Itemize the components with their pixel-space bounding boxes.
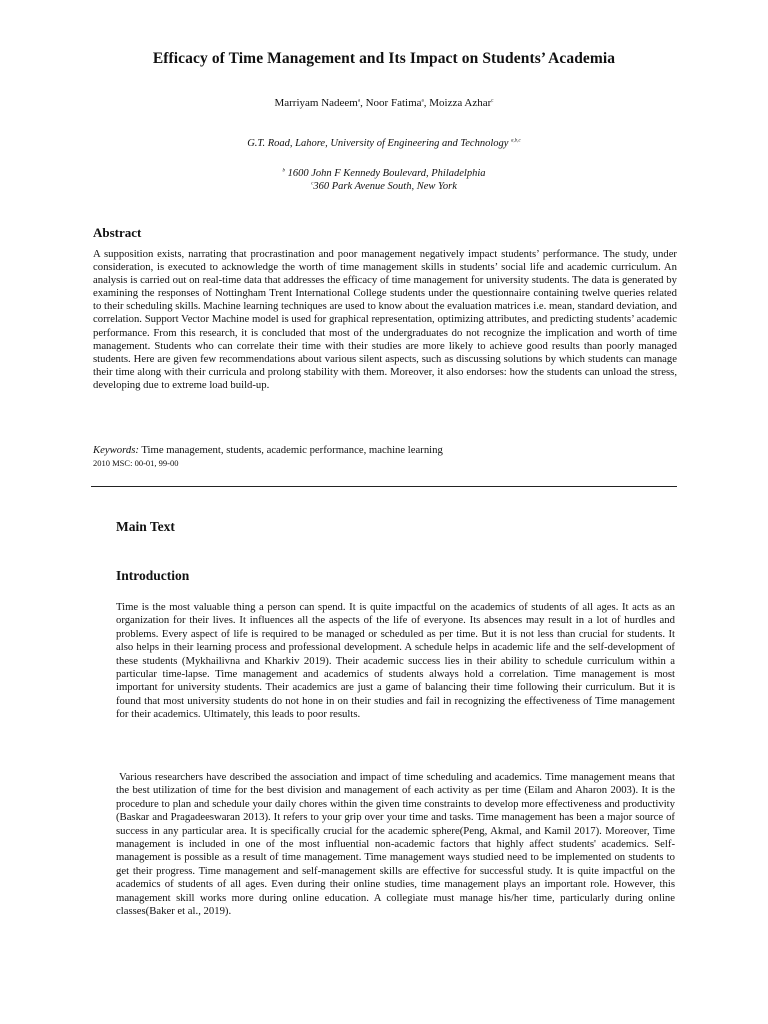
affiliation-mark: b (282, 168, 285, 174)
affiliation-mark: c (311, 181, 314, 187)
section-divider (91, 486, 677, 487)
affiliation-line (0, 168, 768, 179)
author-affiliation-mark: a (421, 98, 424, 104)
paper-title: Efficacy of Time Management and Its Impact on Students’ Academia (152, 50, 616, 67)
author-list (0, 97, 768, 109)
keywords-text: Time management, students, academic performance, machine learning (138, 444, 443, 456)
author-affiliation-mark: c (491, 98, 494, 104)
keywords-line (93, 444, 677, 456)
abstract-body: A supposition exists, narrating that procrastination and poor management negatively impact students’ performance. The study, under consideration, is executed to acknowledge the worth of time management skills in students’ social life and academic curriculum. An analysis is carried out on real-time data that addresses the efficacy of time management for university students. The data is generated by examining the responses of Nottingham Trent International College students under the questionnaire containing twelve queries related to their scheduling skills. Machine learning techniques are used to know about the evaluation matrices i.e. mean, standard deviation, and correlation. Support Vector Machine model is used for graphical representation, optimizing attributes, and predicting students’ academic performance. From this research, it is concluded that most of the undergraduates do not recognize the implication and worth of time management. Students who can correlate their time with their studies are more likely to achieve good results than poorly managed students. Here are given few recommendations about various silent aspects, such as discussing solutions by which students can manage their time along with their curricula and prolong stability with them. Moreover, it also endorses: how the students can unload the stress, developing due to extreme load build-up. (93, 248, 677, 391)
abstract-heading: Abstract (93, 225, 142, 240)
author-name: Noor Fatima (365, 97, 422, 109)
author-name: Moizza Azhar (429, 97, 492, 109)
affiliation-text: 1600 John F Kennedy Boulevard, Philadelphia (287, 168, 486, 179)
author-name: Marriyam Nadeem (274, 97, 358, 109)
author-separator: , (423, 97, 430, 109)
affiliation-line (0, 138, 768, 149)
main-text-heading: Main Text (116, 519, 175, 534)
affiliation-text: 360 Park Avenue South, New York (313, 181, 457, 192)
author-affiliation-mark: a (357, 98, 361, 104)
body-paragraph: Various researchers have described the association and impact of time scheduling and academics. Time management means that the best utilization of time for the best division and management of each activity as per time (Eilam and Aharon 2003). It is the procedure to plan and schedule your daily chores within the given time constraints to develop more effectiveness and productivity (Baskar and Pragadeeswaran 2013). It refers to your grip over your time and tasks. Time management has been a major source of success in any particular area. It is specifically crucial for the academic sphere(Peng, Akmal, and Kamil 2017). Moreover, Time management is included in one of the most influential non-academic factors that highly affect students' academics. Self-management is possible as a result of time management. Time management ways studied need to be implemented on students to get their progress. Time management and self-management skills are effective for successful study. It is quite impactful on the academics of students of all ages. Even during their online studies, time management plays an important role. However, this management skill works more during online education. A collegiate must manage his/her time, particularly during online classes(Baker et al., 2019). (116, 771, 675, 918)
keywords-label: Keywords: (93, 444, 139, 456)
affiliation-text: G.T. Road, Lahore, University of Engineering and Technology (247, 138, 509, 149)
affiliation-line (0, 181, 768, 192)
introduction-heading: Introduction (116, 568, 190, 583)
affiliation-mark: a,b,c (511, 138, 521, 144)
msc-classification: 2010 MSC: 00-01, 99-00 (93, 458, 179, 468)
body-paragraph: Time is the most valuable thing a person can spend. It is quite impactful on the academics of students of all ages. It acts as an organization for their lives. It influences all the aspects of the life of everyone. Its absences may result in a lot of hurdles and problems. Every aspect of life is required to be managed or scheduled as per time. But it is not less than crucial for students. It also helps in their learning process and professional development. A schedule helps in academic life and the self-development of these students (Mykhailivna and Kharkiv 2019). Their academic success lies in their ability to schedule curriculum within a particular time-lapse. Time management and academics of students always hold a correlation. Time management is most important for university students. Their academics are just a game of balancing their time following their curriculum. But it is found that most university students do not hone in on their studies and fail in recognizing the effectiveness of Time management for their academics. Ultimately, this leads to poor results. (116, 601, 675, 721)
author-separator: , (360, 97, 366, 109)
